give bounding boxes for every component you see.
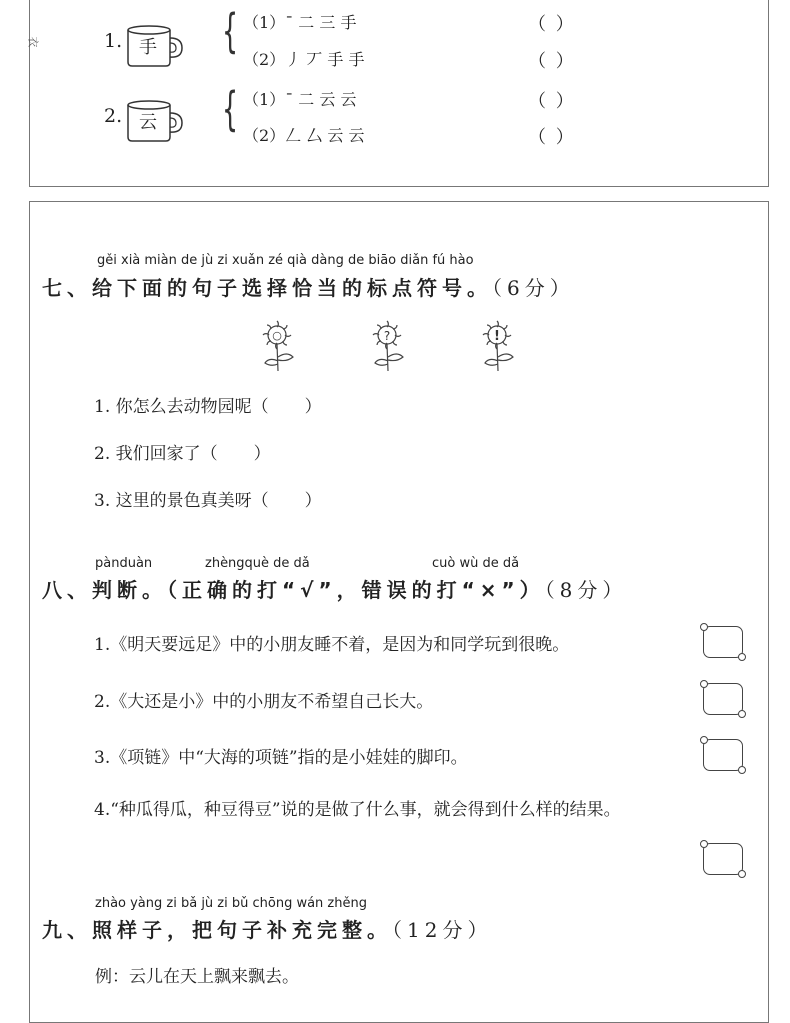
answer-paren[interactable]: （ ） bbox=[528, 127, 576, 148]
section-7-heading: 七、给下面的句子选择恰当的标点符号。（6分） bbox=[42, 276, 575, 300]
question-item: 3. 这里的景色真美呀（ ） bbox=[94, 491, 322, 511]
answer-box[interactable] bbox=[703, 739, 743, 771]
item-1-number: 1. bbox=[104, 30, 123, 52]
cup-character: 手 bbox=[139, 37, 157, 58]
side-mark: 衣 bbox=[26, 36, 40, 48]
cup-character: 云 bbox=[139, 112, 157, 133]
judge-question: 3.《项链》中“大海的项链”指的是小娃娃的脚印。 bbox=[94, 748, 468, 768]
sunflower-exclamation-icon bbox=[477, 317, 523, 377]
stroke-option: （2）𠃋 厶 云 云 bbox=[243, 126, 365, 145]
flower-symbol: ○ bbox=[272, 329, 282, 342]
sunflower-period-icon bbox=[257, 317, 303, 377]
brace-icon: { bbox=[222, 4, 239, 58]
sunflower-question-icon bbox=[367, 317, 413, 377]
section-8-pinyin: pànduàn bbox=[95, 556, 153, 571]
answer-box[interactable] bbox=[703, 626, 743, 658]
section-7-pinyin: gěi xià miàn de jù zi xuǎn zé qià dàng de biāo diǎn fú hào bbox=[97, 253, 474, 268]
flower-symbol: ! bbox=[494, 329, 500, 344]
section-8-heading: 八、判断。（正确的打“√”，错误的打“×”）（8分） bbox=[42, 578, 628, 602]
section-9-pinyin: zhào yàng zi bǎ jù zi bǔ chōng wán zhěng bbox=[95, 896, 367, 911]
stroke-option: （1）ˉ 二 云 云 bbox=[243, 90, 357, 109]
question-item: 1. 你怎么去动物园呢（ ） bbox=[94, 397, 322, 417]
answer-box[interactable] bbox=[703, 843, 743, 875]
judge-question: 4.“种瓜得瓜，种豆得豆”说的是做了什么事，就会得到什么样的结果。 bbox=[94, 800, 621, 820]
section-8-pinyin: zhèngquè de dǎ bbox=[205, 556, 310, 571]
section-8-pinyin: cuò wù de dǎ bbox=[432, 556, 520, 571]
example-sentence: 例：云儿在天上飘来飘去。 bbox=[95, 967, 299, 987]
judge-question: 2.《大还是小》中的小朋友不希望自己长大。 bbox=[94, 692, 434, 712]
question-item: 2. 我们回家了（ ） bbox=[94, 444, 271, 464]
stroke-option: （1）ˉ 二 三 手 bbox=[243, 13, 357, 32]
brace-icon: { bbox=[222, 82, 239, 136]
flower-symbol: ? bbox=[383, 329, 391, 343]
cup-icon bbox=[126, 99, 186, 147]
item-2-number: 2. bbox=[104, 105, 123, 127]
section-9-heading: 九、照样子，把句子补充完整。（12分） bbox=[42, 918, 493, 942]
answer-paren[interactable]: （ ） bbox=[528, 91, 576, 112]
cup-icon bbox=[126, 24, 186, 72]
stroke-option: （2）丿 丆 手 手 bbox=[243, 50, 365, 69]
judge-question: 1.《明天要远足》中的小朋友睡不着，是因为和同学玩到很晚。 bbox=[94, 635, 570, 655]
answer-box[interactable] bbox=[703, 683, 743, 715]
answer-paren[interactable]: （ ） bbox=[528, 51, 576, 72]
answer-paren[interactable]: （ ） bbox=[528, 14, 576, 35]
